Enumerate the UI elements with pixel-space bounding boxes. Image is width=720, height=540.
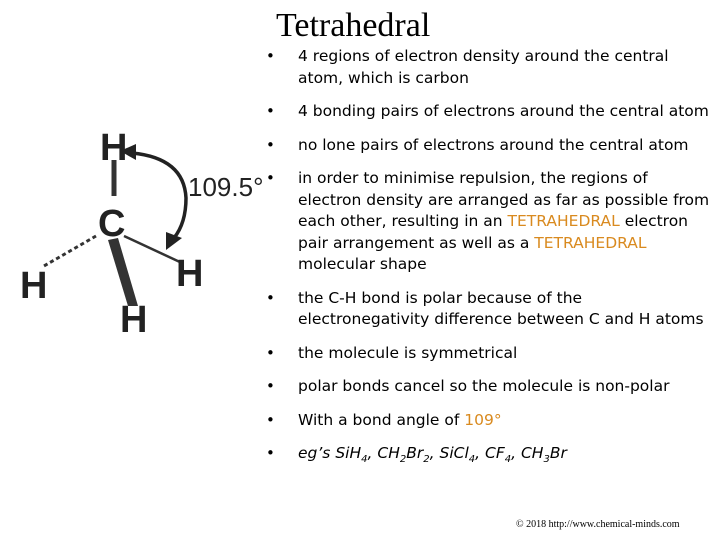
bullet-dot: • (266, 135, 275, 154)
bullet-item (262, 376, 712, 398)
bullet-text-end: molecular shape (298, 255, 427, 273)
formula-ch2br2: $CH_2Br_2$ (377, 444, 430, 466)
bullet-dot: • (266, 444, 275, 462)
highlight-term: TETRAHEDRAL (507, 212, 620, 230)
bullet-list (262, 46, 712, 465)
atom-h-top: H (100, 127, 128, 169)
bullet-item (262, 101, 712, 123)
atom-h-right: H (176, 253, 204, 295)
bullet-dot: • (266, 169, 275, 187)
bullet-text: 4 regions of electron density around the central atom, which is carbon (298, 47, 669, 87)
bullet-item (262, 343, 712, 365)
arrow-head-bottom (166, 232, 182, 250)
bullet-dot: • (266, 343, 275, 362)
formula-sih4: SiH$_4$ (335, 444, 368, 466)
bond-angle-value: 109° (464, 410, 502, 429)
copyright-notice: © 2018 http://www.chemical-minds.com (516, 519, 680, 530)
bond-angle-label: 109.5° (188, 172, 264, 202)
bullet-text: 4 bonding pairs of electrons around the central atom (298, 102, 709, 120)
bullet-text: polar bonds cancel so the molecule is non-polar (298, 377, 670, 395)
formula-sicl4: SiCl$_4$ (439, 444, 476, 466)
bullet-text: With a bond angle of (298, 410, 465, 429)
formula-ch3br: $CH_3Br$ (520, 444, 567, 466)
atom-h-left: H (20, 265, 48, 307)
bullet-text: the molecule is symmetrical (298, 343, 518, 362)
bond-c-h-bottom-wedge (108, 238, 138, 306)
bullet-dot: • (266, 102, 275, 120)
bullet-dot: • (266, 410, 275, 429)
bullet-text: the C-H bond is polar because of the electronegativity difference between C and H atoms (298, 288, 704, 328)
slide-title: Tetrahedral (276, 7, 431, 44)
atom-c-center: C (98, 203, 126, 245)
bullet-item (262, 410, 712, 432)
bond-angle-arrow (132, 153, 186, 238)
bullet-item (262, 46, 712, 89)
formula-cf4: $CF_4$ (485, 444, 512, 466)
atom-h-bottom: H (120, 299, 148, 341)
bullet-item-examples: • eg’s SiH$_4$, $CH_2Br_2$, SiCl$_4$, $CF_4$, $CH_3Br$ (266, 444, 567, 466)
bullet-dot: • (266, 288, 275, 307)
bullet-dot: • (266, 47, 275, 65)
bullet-item (262, 288, 712, 331)
bullet-dot: • (266, 377, 275, 395)
examples-label: eg’s (298, 444, 331, 462)
bullet-text: no lone pairs of electrons around the central atom (298, 135, 689, 154)
bullet-text: in order to minimise repulsion, the regions of electron density are arranged as far as possible from each other, resulting in an (298, 169, 710, 230)
methane-structure-diagram (14, 118, 274, 348)
bullet-text-mid: electron pair arrangement as well as a (298, 212, 689, 252)
bond-c-h-left-dashed (44, 236, 96, 266)
bullet-item (262, 168, 712, 276)
highlight-term: TETRAHEDRAL (534, 233, 647, 252)
bullet-item (262, 135, 712, 157)
